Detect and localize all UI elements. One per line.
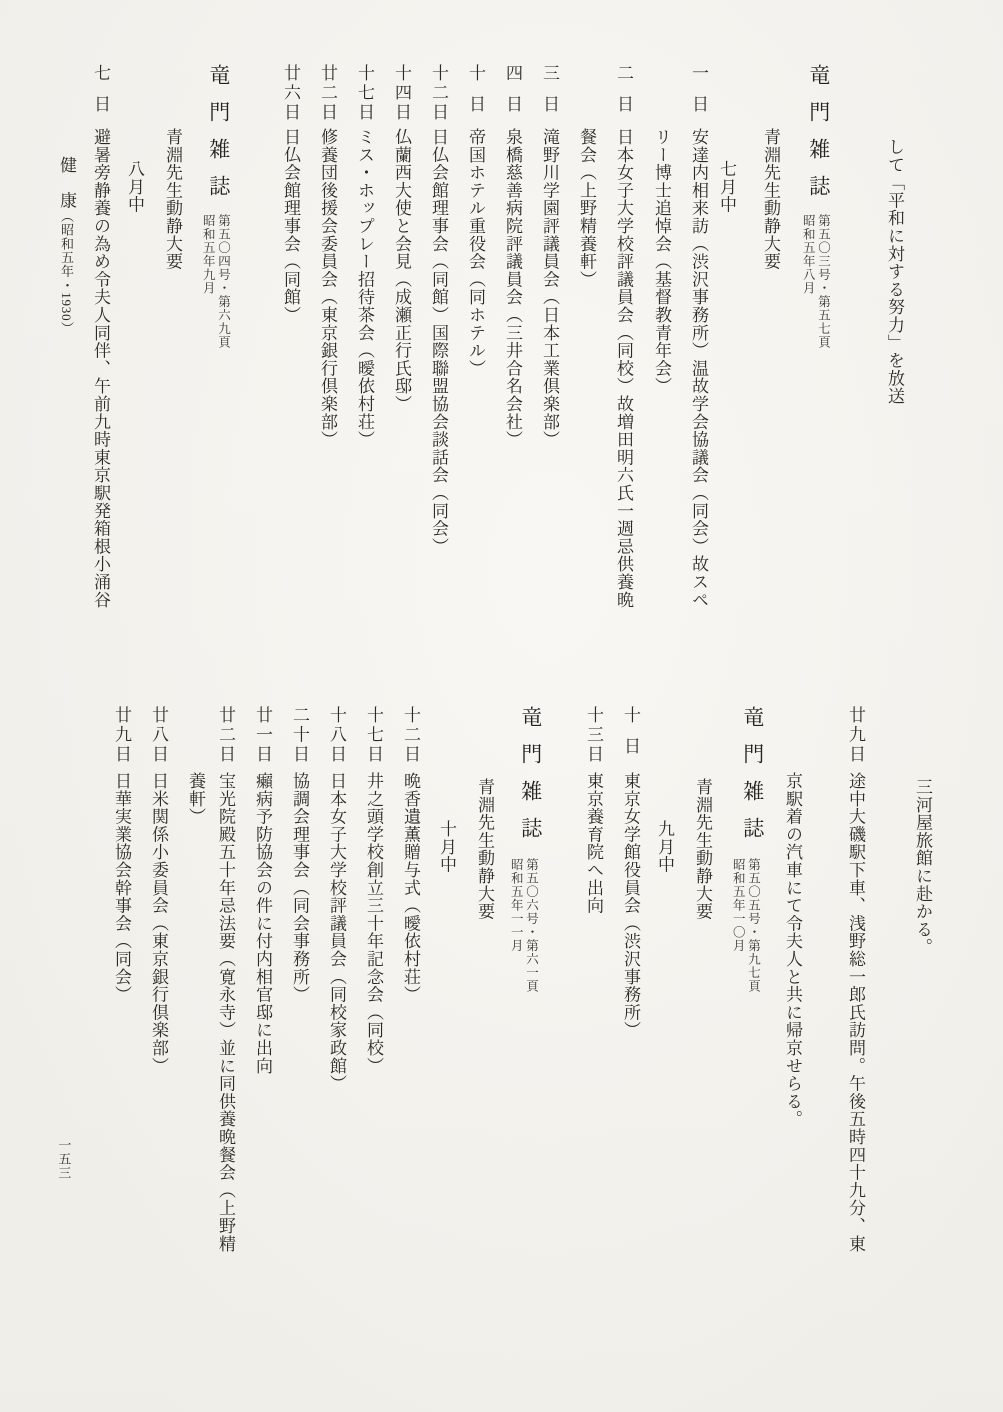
margin-label-year: （昭和五年・1930）	[59, 209, 75, 336]
issue-ref: 第五〇三号・第五七頁	[816, 214, 831, 349]
entry-text: 途中大磯駅下車、浅野総一郎氏訪問。午後五時四十九分、東	[846, 772, 866, 1253]
journal-title-2: 竜門雑誌	[206, 64, 231, 212]
entry-day: 廿二日	[216, 706, 236, 765]
entry-text: 帝国ホテル重役会（同ホテル）	[466, 128, 486, 378]
entry-day: 四日	[503, 64, 523, 126]
entry-text: 日仏会館理事会（同館）国際聯盟協会談話会（同会）	[429, 128, 449, 556]
issue-date: 昭和五年八月	[801, 214, 816, 295]
entry-day: 十七日	[364, 706, 384, 765]
journal-title-3: 竜門雑誌	[740, 706, 765, 854]
entry-day: 十七日	[355, 64, 375, 123]
entry-day: 十三日	[584, 706, 604, 765]
issue-date: 昭和五年一〇月	[731, 858, 746, 953]
entry-text: 修養団後援会委員会（東京銀行倶楽部）	[318, 128, 338, 449]
entry-text: ミス・ホップレー招待茶会（曖依村荘）	[355, 128, 375, 449]
entry-day: 三日	[540, 64, 560, 126]
entry-text-continuation: 三河屋旅館に赴かる。	[913, 778, 933, 956]
issue-ref: 第五〇四号・第六九頁	[216, 214, 231, 349]
section-heading-3: 青淵先生動静大要	[693, 778, 713, 921]
month-label-1: 七月中	[717, 160, 737, 214]
entry-day: 廿八日	[149, 706, 169, 765]
entry-text: 東京女学館役員会（渋沢事務所）	[621, 772, 641, 1039]
entry-day: 二日	[614, 64, 634, 126]
entry-day: 十四日	[392, 64, 412, 123]
entry-text-continuation: 養軒）	[186, 772, 206, 826]
entry-day: 十八日	[327, 706, 347, 765]
entry-day: 十日	[621, 706, 641, 768]
journal-title-4: 竜門雑誌	[518, 706, 543, 854]
entry-text: 協調会理事会（同会事務所）	[290, 772, 310, 1004]
entry-text: 避暑旁静養の為め令夫人同伴、午前九時東京駅発箱根小涌谷	[91, 128, 111, 609]
month-label-4: 十月中	[437, 820, 457, 874]
issue-date: 昭和五年一一月	[509, 858, 524, 953]
entry-text: 宝光院殿五十年忌法要（寛永寺）並に同供養晩餐会（上野精	[216, 772, 236, 1253]
entry-text: 井之頭学校創立三十年記念会（同校）	[364, 772, 384, 1075]
entry-day: 廿二日	[318, 64, 338, 123]
issue-ref: 第五〇六号・第六一頁	[524, 858, 539, 993]
section-heading-2: 青淵先生動静大要	[163, 128, 183, 271]
entry-text: 癩病予防協会の件に付内相官邸に出向	[253, 772, 273, 1075]
entry-day: 廿九日	[846, 706, 866, 765]
month-label-3: 九月中	[655, 820, 675, 874]
entry-text: 東京養育院へ出向	[584, 772, 604, 915]
entry-day: 十二日	[401, 706, 421, 765]
entry-text: 滝野川学園評議員会（日本工業倶楽部）	[540, 128, 560, 449]
entry-text-continuation: リー博士追悼会（基督教青年会）	[652, 128, 672, 395]
entry-text: 泉橋慈善病院評議員会（三井合名会社）	[503, 128, 523, 449]
section-heading-1: 青淵先生動静大要	[761, 128, 781, 271]
issue-ref: 第五〇五号・第九七頁	[746, 858, 761, 993]
entry-text: 日本女子大学校評議員会（同校家政館）	[327, 772, 347, 1093]
carryover-text: して「平和に対する努力」を放送	[885, 138, 905, 405]
entry-text: 日本女子大学校評議員会（同校）故増田明六氏一週忌供養晩	[614, 128, 634, 609]
page-number: 一五三	[56, 1138, 72, 1180]
margin-label-title: 健 康	[57, 156, 77, 210]
entry-day: 七日	[91, 64, 111, 126]
entry-text: 日華実業協会幹事会（同会）	[112, 772, 132, 1004]
entry-day: 一日	[689, 64, 709, 126]
journal-title-1: 竜門雑誌	[806, 64, 831, 212]
entry-text: 晩香遺薫贈与式（曖依村荘）	[401, 772, 421, 1004]
entry-text: 日仏会館理事会（同館）	[281, 128, 301, 324]
journal-issue-note-1	[800, 214, 831, 349]
entry-day: 十日	[466, 64, 486, 126]
entry-day: 廿九日	[112, 706, 132, 765]
journal-issue-note-3	[730, 858, 761, 993]
entry-text: 安達内相来訪（渋沢事務所）温故学会協議会（同会）故スペ	[689, 128, 709, 609]
margin-label	[56, 156, 76, 335]
entry-text: 日米関係小委員会（東京銀行倶楽部）	[149, 772, 169, 1075]
entry-day: 廿一日	[253, 706, 273, 765]
entry-day: 十二日	[429, 64, 449, 123]
journal-issue-note-4	[508, 858, 539, 993]
section-heading-4: 青淵先生動静大要	[475, 778, 495, 921]
journal-issue-note-2	[200, 214, 231, 349]
entry-text: 仏蘭西大使と会見（成瀬正行氏邸）	[392, 128, 412, 413]
entry-day: 廿六日	[281, 64, 301, 123]
issue-date: 昭和五年九月	[201, 214, 216, 295]
entry-day: 二十日	[290, 706, 310, 765]
month-label-2: 八月中	[125, 160, 145, 214]
entry-text-continuation: 京駅着の汽車にて令夫人と共に帰京せらる。	[783, 772, 803, 1128]
entry-text-continuation: 餐会（上野精養軒）	[577, 128, 597, 289]
